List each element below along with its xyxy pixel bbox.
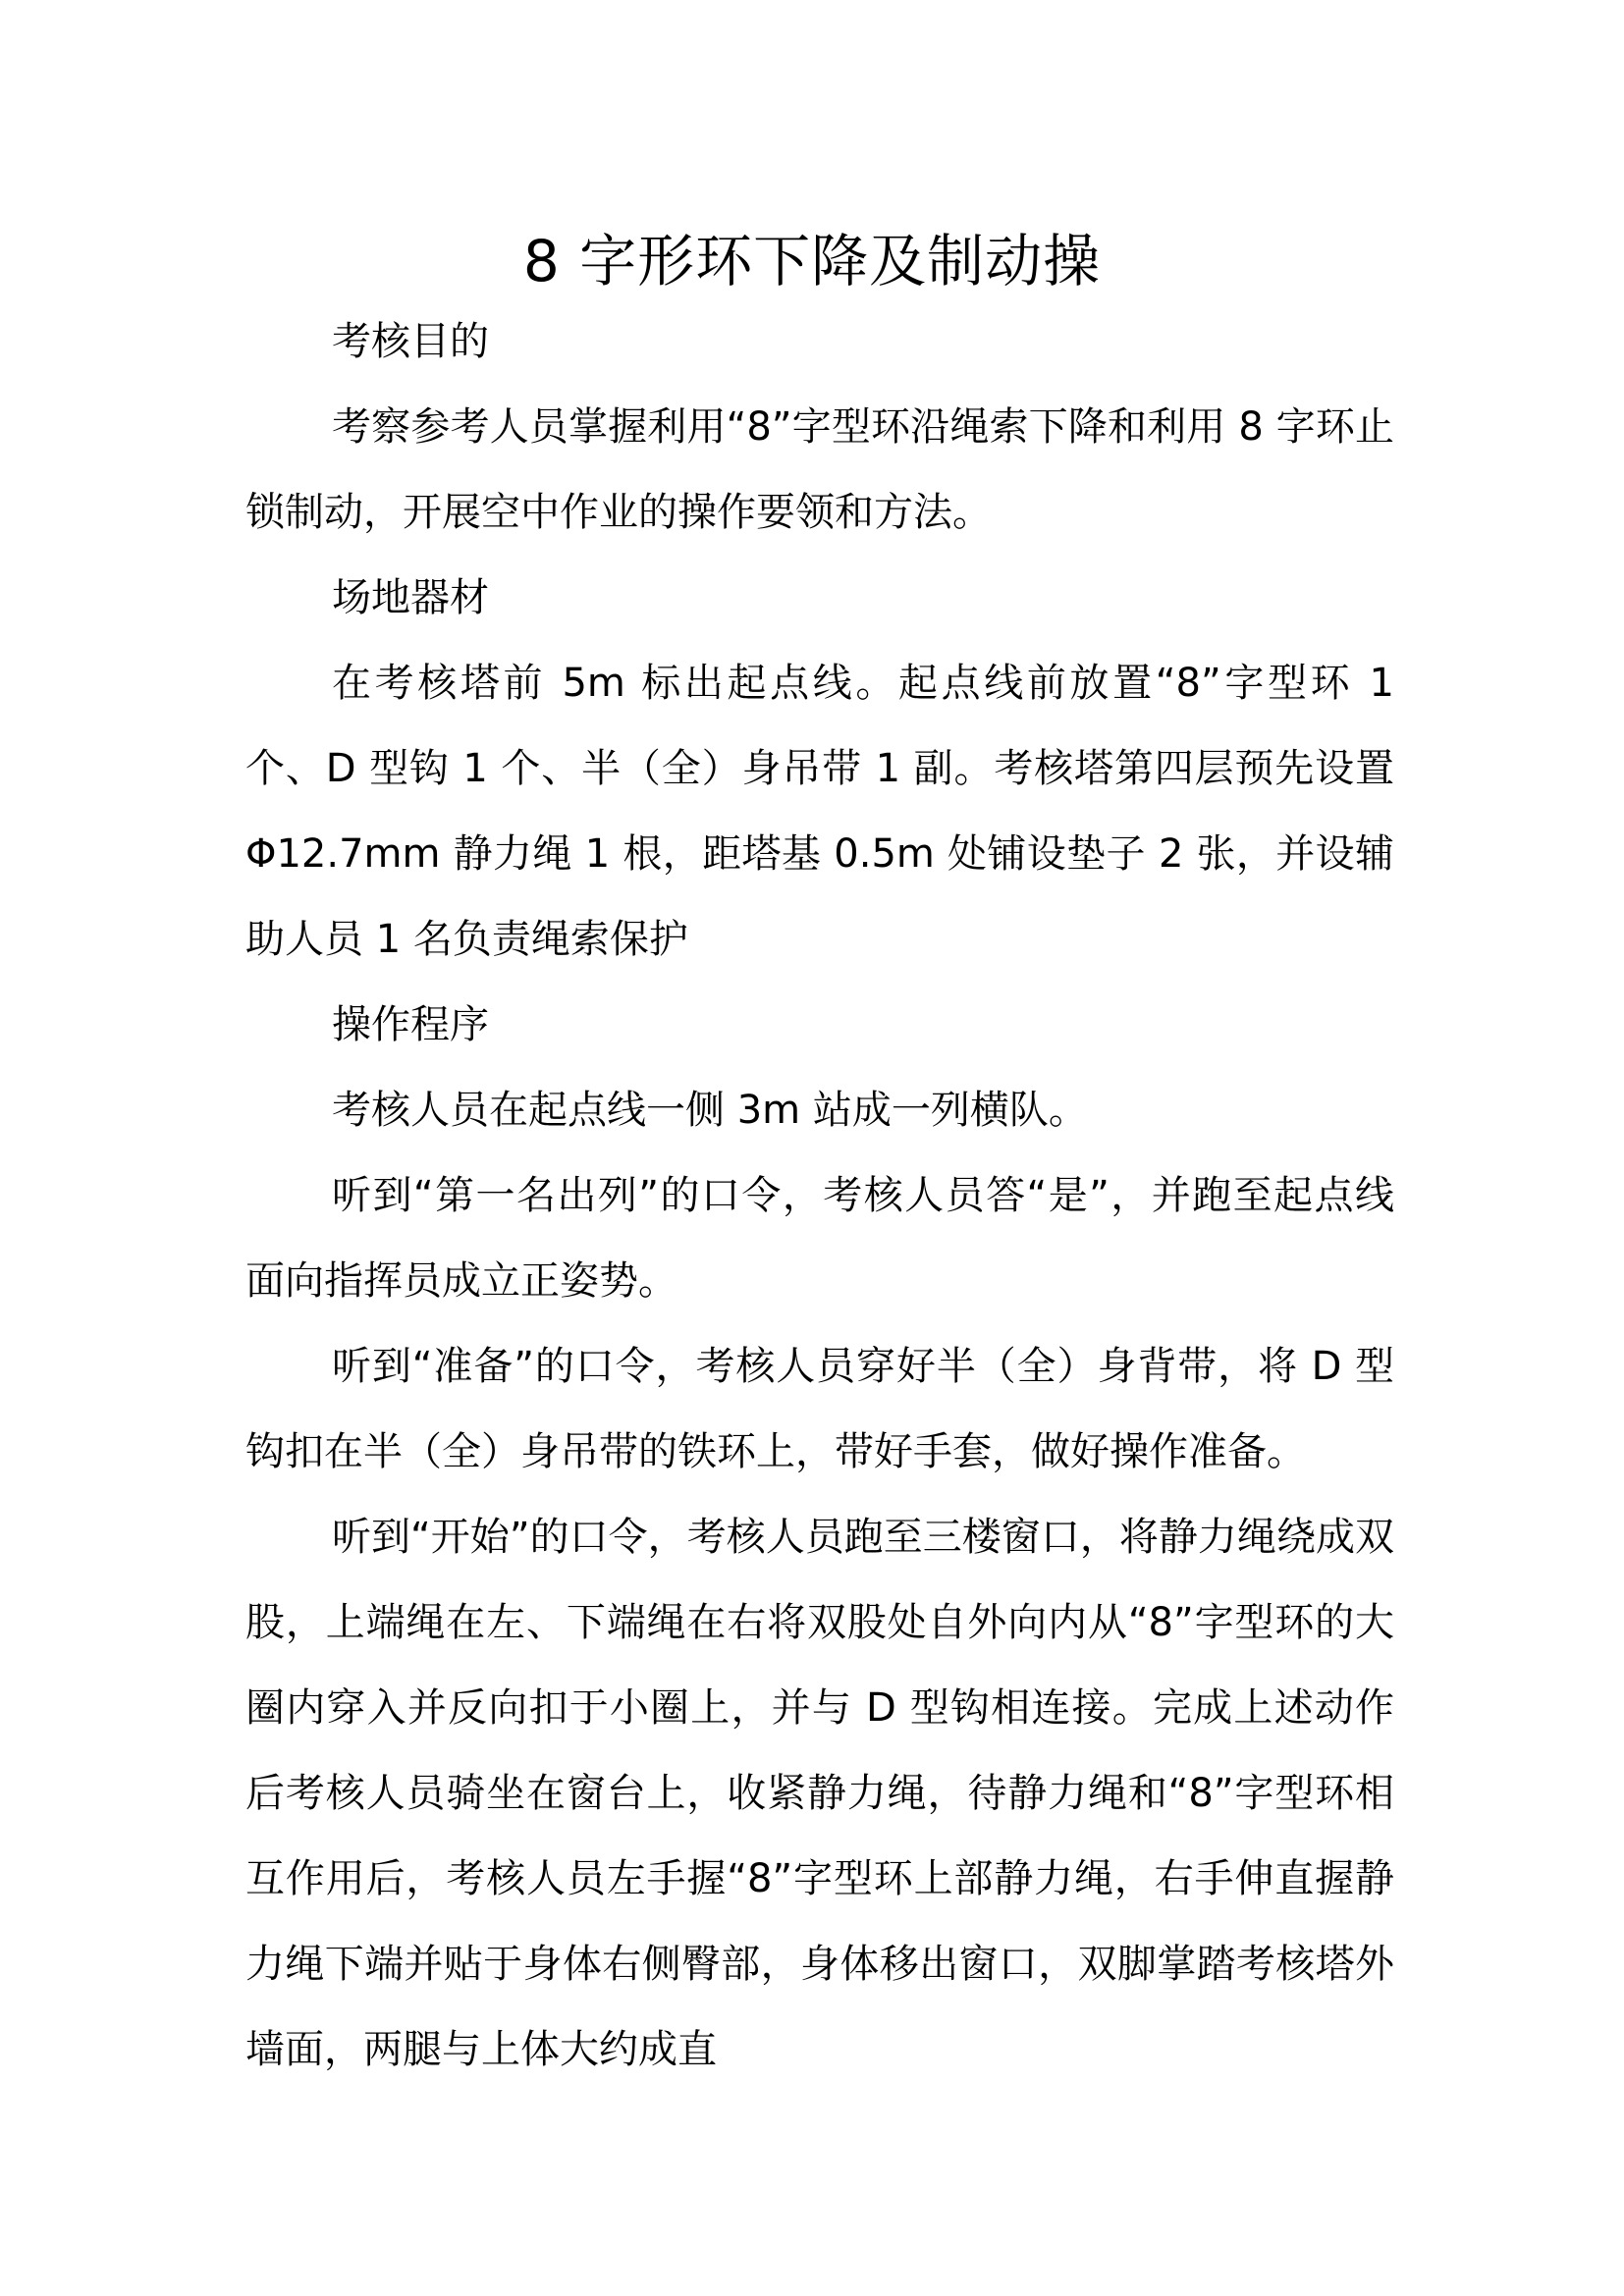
paragraph-procedure-2: 听到“第一名出列”的口令，考核人员答“是”，并跑至起点线面向指挥员成立正姿势。: [245, 1173, 1394, 1304]
paragraph-equipment: 在考核塔前 5m 标出起点线。起点线前放置“8”字型环 1 个、D 型钩 1 个、半（全）身吊带 1 副。考核塔第四层预先设置Φ12.7mm 静力绳 1 根，距塔基 0.5m 处铺设垫子 2 张，并设辅助人员 1 名负责绳索保护: [245, 661, 1394, 962]
section-heading-procedure: 操作程序: [332, 1002, 489, 1047]
section-heading-purpose: 考核目的: [332, 319, 489, 364]
paragraph-procedure-4: 听到“开始”的口令，考核人员跑至三楼窗口，将静力绳绕成双股，上端绳在左、下端绳在右将双股处自外向内从“8”字型环的大圈内穿入并反向扣于小圈上，并与 D 型钩相连接。完成上述动作后考核人员骑坐在窗台上，收紧静力绳，待静力绳和“8”字型环相互作用后，考核人员左手握“8”字型环上部静力绳，右手伸直握静力绳下端并贴于身体右侧臀部，身体移出窗口，双脚掌踏考核塔外墙面，两腿与上体大约成直: [245, 1515, 1394, 2072]
section-heading-equipment: 场地器材: [332, 575, 489, 620]
paragraph-purpose: 考察参考人员掌握利用“8”字型环沿绳索下降和利用 8 字环止锁制动，开展空中作业的操作要领和方法。: [245, 404, 1394, 535]
paragraph-procedure-1: 考核人员在起点线一侧 3m 站成一列横队。: [332, 1088, 1088, 1133]
paragraph-procedure-3: 听到“准备”的口令，考核人员穿好半（全）身背带，将 D 型钩扣在半（全）身吊带的铁环上，带好手套，做好操作准备。: [245, 1344, 1394, 1474]
document-title: 8 字形环下降及制动操: [522, 228, 1102, 294]
document-body: [245, 299, 1394, 2093]
